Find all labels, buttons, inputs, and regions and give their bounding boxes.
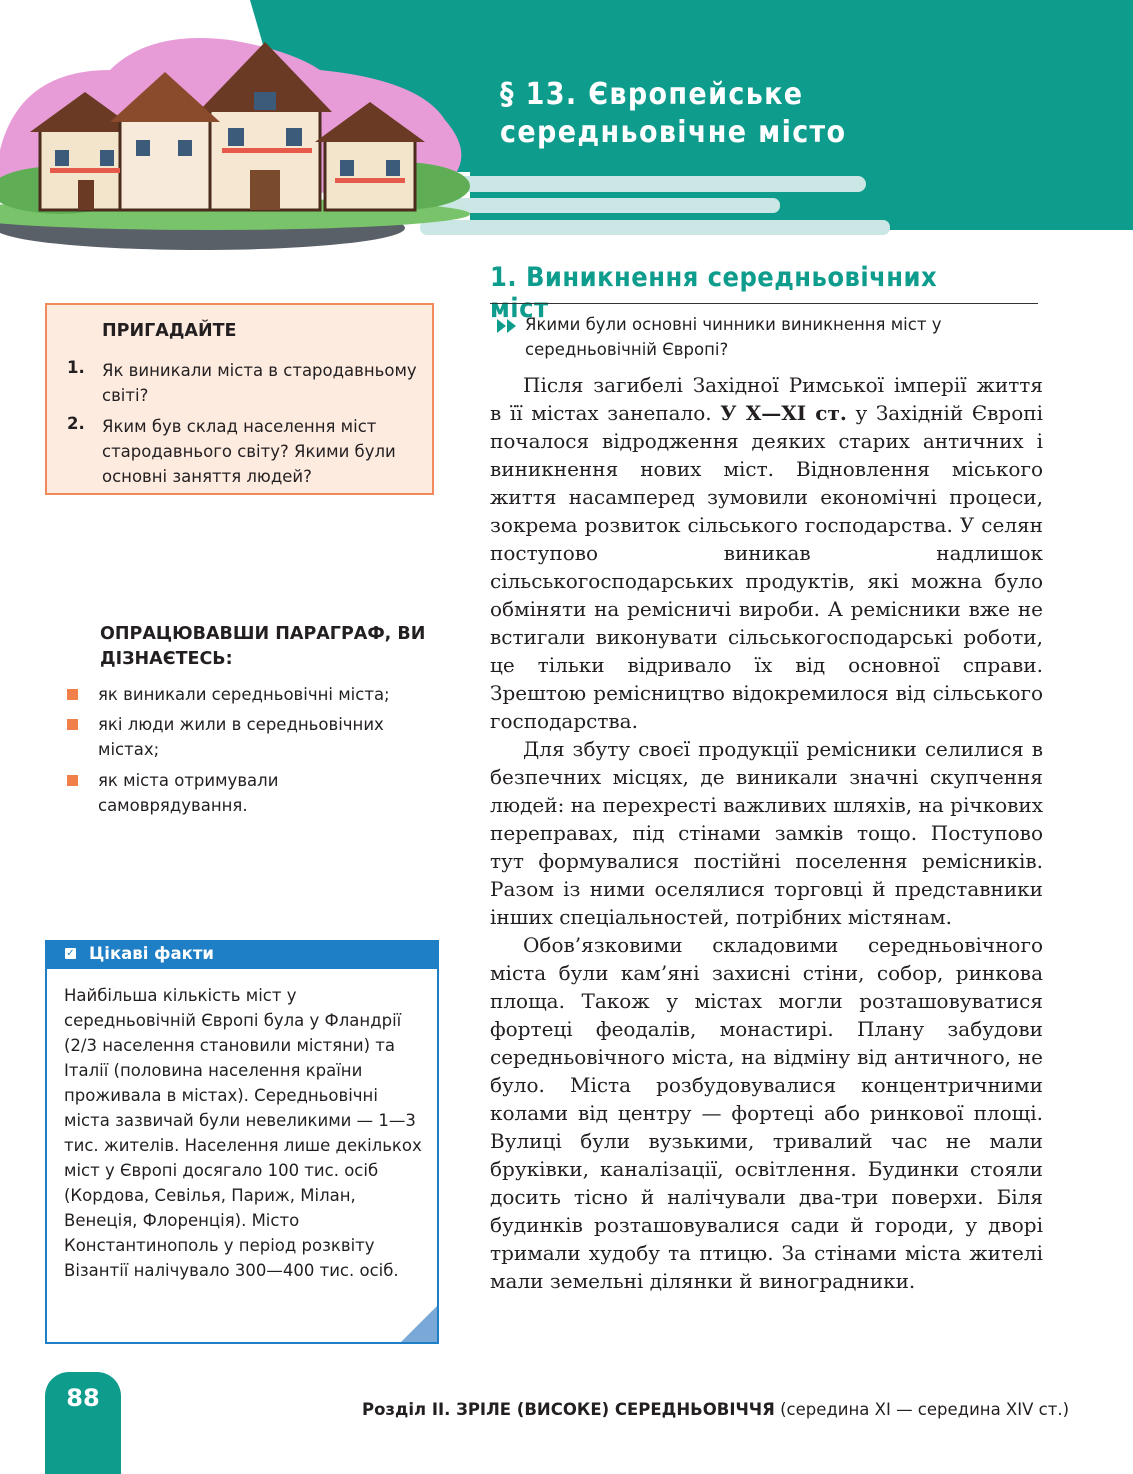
remember-title: ПРИГАДАЙТЕ <box>102 321 237 341</box>
checkbox-icon: ✓ <box>66 948 75 959</box>
bullet-square <box>67 689 78 700</box>
footer-section-rest: (середина XI — середина XIV ст.) <box>774 1400 1069 1419</box>
learn-item: як виникали середньовічні міста; <box>98 685 390 704</box>
section-divider <box>490 303 1038 304</box>
section-heading: 1. Виникнення середньовічних міст <box>490 262 938 324</box>
body-paragraph-2: Для збуту своєї продукції ремісники селилися в безпечних місцях, де виникали значні скупчення людей: на перехресті важливих шляхів, на річкових переправах, під стінами замків тощо. Поступово тут формувалися постійні поселення ремісників. Разом із ними оселялися торговці й представники інших спеціальностей, потрібних містянам. <box>490 737 1043 929</box>
remember-box <box>45 303 434 495</box>
page-number-tab <box>45 1372 121 1474</box>
learn-title: ОПРАЦЮВАВШИ ПАРАГРАФ, ВИ ДІЗНАЄТЕСЬ: <box>100 624 426 669</box>
body-text <box>490 371 1043 1295</box>
learn-item: які люди жили в середньовічних містах; <box>98 715 384 759</box>
remember-item-text: Яким був склад населення міст стародавнього світу? Якими були основні заняття людей? <box>102 417 396 486</box>
learn-item: як міста отримували самоврядування. <box>98 771 279 815</box>
double-arrow-icon <box>497 319 519 333</box>
footer-section-title <box>362 1400 1069 1419</box>
remember-item-number: 2. <box>67 414 85 433</box>
facts-title: Цікаві факти <box>89 944 214 963</box>
remember-item-number: 1. <box>67 358 85 377</box>
page-number: 88 <box>66 1384 100 1412</box>
remember-item-text: Як виникали міста в стародавньому світі? <box>102 361 417 405</box>
bullet-square <box>67 775 78 786</box>
body-paragraph-3: Обов’язковими складовими середньовічного міста були кам’яні захисні стіни, собор, ринкова площа. Також у містах могли розташовуватися фортеці феодалів, монастирі. Плану забудови середньовічного міста, на відміну від античного, не було. Міста розбудовувалися концентричними колами від центру — фортеці або ринкової площі. Вулиці були вузькими, тривалий час не мали бруківки, каналізації, освітлення. Будинки стояли досить тісно й налічували два-три поверхи. Біля будинків розташовувалися сади й городи, у дворі тримали худобу та птицю. За стінами міста жителі мали земельні ділянки й виноградники. <box>490 933 1043 1293</box>
body-paragraph-1-bold: У X—XI ст. <box>720 401 847 425</box>
chapter-title: § 13. Європейське середньовічне місто <box>500 77 847 150</box>
bullet-square <box>67 719 78 730</box>
section-question: Якими були основні чинники виникнення міст у середньовічній Європі? <box>525 315 942 359</box>
body-paragraph-1 <box>490 371 1043 735</box>
footer-section-bold: Розділ ІІ. ЗРІЛЕ (ВИСОКЕ) СЕРЕДНЬОВІЧЧЯ <box>362 1400 775 1419</box>
body-paragraph-1-end: у Західній Європі почалося відродження деяких старих античних і виникнення нових міст. Відновлення міського життя насамперед зумовили економічні процеси, зокрема розвиток сільського господарства. У селян поступово виникав надлишок сільськогосподарських продуктів, які можна було обміняти на ремісничі вироби. А ремісники вже не встигали виконувати сільськогосподарські роботи, це тільки відривало їх від основної справи. Зрештою ремісництво відокремилося від сільського господарства. <box>490 401 1043 733</box>
facts-header <box>47 942 437 969</box>
facts-text: Найбільша кількість міст у середньовічній Європі була у Фландрії (2/3 населення становили містяни) та Італії (половина населення країни проживала в містах). Середньовічні міста зазвичай були невеликими — 1—3 тис. жителів. Населення лише декількох міст у Європі досягало 100 тис. осіб (Кордова, Севілья, Париж, Мілан, Венеція, Флоренція). Місто Константинополь у період розквіту Візантії налічувало 300—400 тис. осіб. <box>64 986 422 1280</box>
corner-fold-icon <box>401 1306 437 1342</box>
body-paragraph-1-start: Після загибелі Західної Римської імперії життя в її містах занепало. <box>490 373 1043 425</box>
facts-box <box>45 940 439 1344</box>
